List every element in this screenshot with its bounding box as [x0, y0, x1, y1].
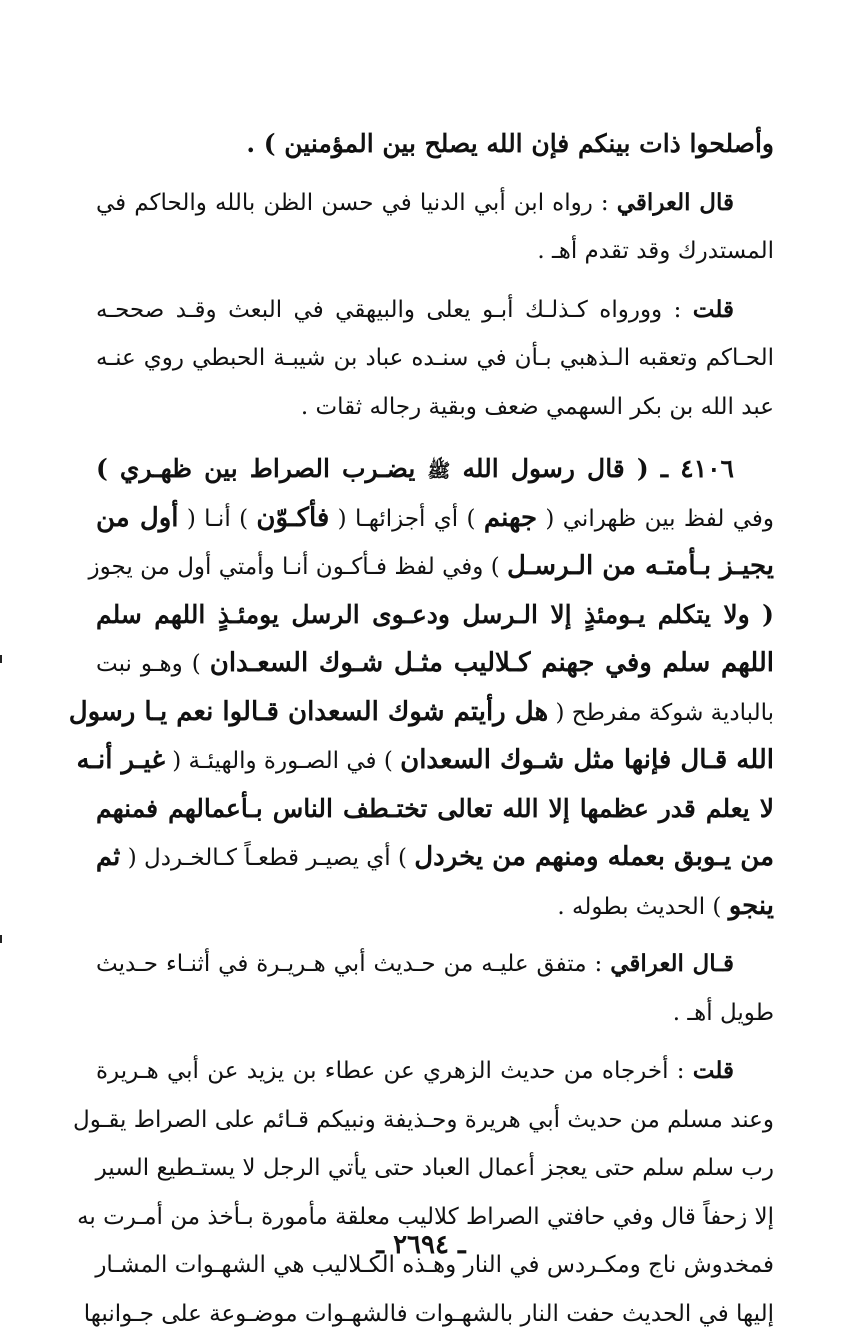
hadith-text: فأكـوّن	[256, 503, 329, 533]
note-text: إليها في الحديث حفت النار بالشهـوات فالشهـوات موضـوعة على جـوانبها	[84, 1301, 774, 1327]
note-text: طويل أهـ .	[673, 1000, 774, 1026]
note-text: : رواه ابن أبي الدنيا في حسن الظن بالله والحاكم في	[96, 190, 617, 216]
hadith-text: اللهم سلم وفي جهنم كـلاليب مثـل شـوك السعـدان	[210, 648, 774, 678]
hadith-text: غيـر أنـه	[76, 745, 164, 775]
note-text: : متفق عليـه من حـديث أبي هـريـرة في أثنـاء حـديث	[96, 951, 610, 977]
hadith-text: من يـوبق بعمله ومنهم من يخردل	[414, 842, 774, 872]
scan-edge-mark	[0, 935, 2, 943]
hadith-text: يجيـز بـأمتـه من الـرسـل	[507, 551, 774, 581]
commentary-text: بالبادية شوكة مفرطح (	[548, 700, 774, 726]
hadith-heading	[96, 445, 774, 494]
page-number: ـ ٢٦٩٤ ـ	[0, 1230, 842, 1260]
hadith-text: ينجو	[729, 891, 774, 921]
commentary-line-1	[96, 494, 774, 543]
speaker-label: قلت	[693, 296, 734, 323]
iraqi-note-line-1	[96, 179, 774, 228]
note-text: إلا زحفاً قال وفي حافتي الصراط كلاليب معلقة مأمورة بـأخذ من أمـرت به	[77, 1204, 774, 1230]
note-text: رب سلم سلم حتى يعجز أعمال العباد حتى يأتي الرجل لا يستـطيع السير	[96, 1155, 774, 1181]
iraqi-note2-line-2	[96, 989, 774, 1038]
commentary-line-9	[96, 882, 774, 931]
hadith-text: ( ولا يتكلم يـومئذٍ إلا الـرسل ودعـوى الرسل يومئـذٍ اللهم سلم	[96, 600, 774, 629]
commentary-text: وفي لفظ بين ظهراني (	[537, 506, 774, 532]
speaker-label: قلت	[693, 1057, 734, 1084]
iraqi-note-line-2	[96, 227, 774, 276]
iraqi-note2-line-1	[96, 940, 774, 989]
qultu-note-line-3	[96, 383, 774, 432]
commentary-line-5	[96, 688, 774, 737]
note-text: المستدرك وقد تقدم أهـ .	[537, 238, 774, 264]
qultu-note2-line-6	[96, 1290, 774, 1338]
speaker-label: قال العراقي	[617, 189, 734, 216]
qultu-note2-line-1	[96, 1047, 774, 1096]
commentary-text: ) وهـو نبت	[96, 651, 210, 677]
qultu-note2-line-2	[96, 1096, 774, 1145]
commentary-line-6	[96, 736, 774, 785]
note-text: عبد الله بن بكر السهمي ضعف وبقية رجاله ثقات .	[301, 394, 774, 420]
speaker-label: قـال العراقي	[610, 950, 734, 977]
commentary-text: ) في الصـورة والهيئـة (	[165, 748, 400, 774]
qultu-note2-line-3	[96, 1144, 774, 1193]
hadith-number-text: ٤١٠٦ ـ ( قال رسول الله	[462, 454, 734, 483]
qultu-note-line-1	[96, 286, 774, 335]
commentary-text: ) وفي لفظ فـأكـون أنـا وأمتي أول من يجوز	[89, 554, 507, 580]
verse-closing-line	[96, 120, 774, 169]
note-text: فمخدوش ناج ومكـردس في النار وهـذه الكـلاليب هي الشهـوات المشـار	[95, 1252, 774, 1278]
note-text: : وورواه كـذلـك أبـو يعلى والبيهقي في البعث وقـد صححـه	[96, 297, 693, 323]
hadith-text: يضـرب الصراط بين ظهـري )	[96, 454, 415, 483]
commentary-text: ) أي أجزائهـا (	[329, 506, 484, 532]
hadith-text: الله قـال فإنها مثل شـوك السعدان	[400, 745, 774, 775]
commentary-line-7	[96, 785, 774, 834]
page-body	[96, 120, 774, 1338]
commentary-line-2	[96, 542, 774, 591]
commentary-line-4	[96, 639, 774, 688]
honorific-glyph: ﷺ	[427, 460, 450, 482]
note-text: وعند مسلم من حديث أبي هريرة وحـذيفة ونبيكم قـائم على الصراط يقـول	[73, 1107, 774, 1133]
commentary-text: ) أي يصيـر قطعـاً كـالخـردل (	[120, 845, 414, 871]
hadith-text: هل رأيتم شوك السعدان قـالوا نعم يـا رسول	[69, 697, 549, 727]
scan-edge-mark	[0, 655, 2, 663]
verse-text: وأصلحوا ذات بينكم فإن الله يصلح بين المؤمنين ) .	[246, 129, 774, 158]
note-text: : أخرجاه من حديث الزهري عن عطاء بن يزيد عن أبي هـريرة	[96, 1058, 693, 1084]
hadith-text: أول من	[96, 503, 179, 533]
qultu-note-line-2	[96, 334, 774, 383]
note-text: الحـاكم وتعقبه الـذهبي بـأن في سنـده عباد بن شيبـة الحبطي روي عنـه	[96, 345, 774, 371]
commentary-line-8	[96, 833, 774, 882]
hadith-text: لا يعلم قدر عظمها إلا الله تعالى تختـطف الناس بـأعمالهم فمنهم	[96, 794, 774, 823]
commentary-text: ) الحديث بطوله .	[557, 894, 728, 920]
commentary-text: ) أنـا (	[179, 506, 257, 532]
hadith-text: جهنم	[484, 503, 537, 533]
commentary-line-3	[96, 591, 774, 640]
hadith-text: ثم	[96, 842, 121, 872]
